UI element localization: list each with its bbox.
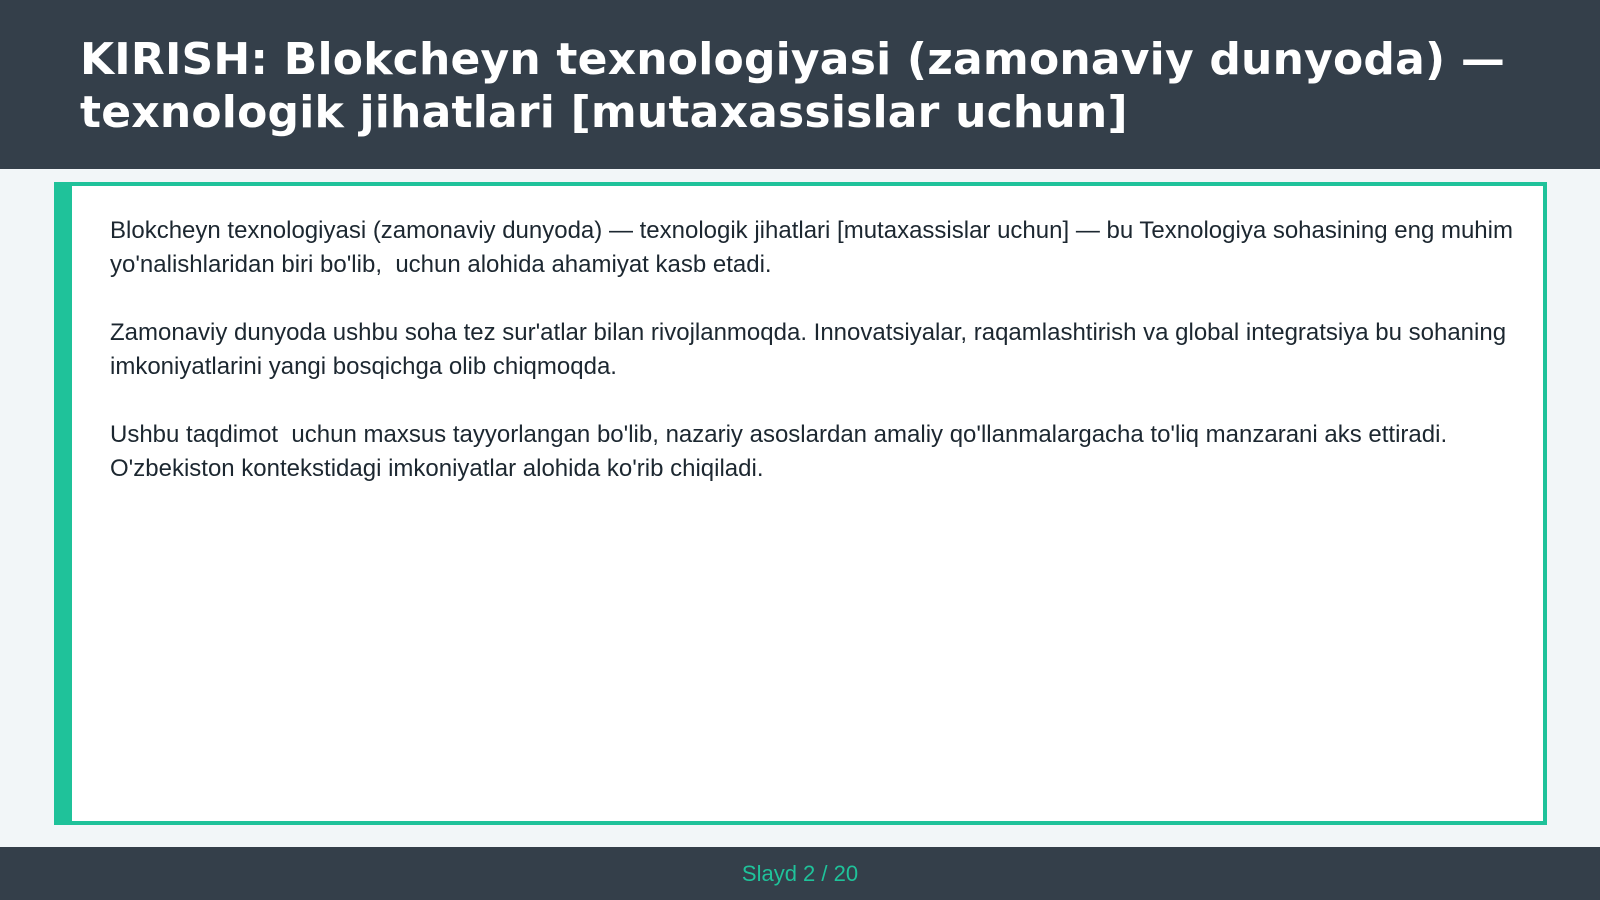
slide-header [0, 0, 1600, 169]
slide-counter: Slayd 2 / 20 [741, 861, 859, 886]
slide-title: KIRISH: Blokcheyn texnologiyasi (zamonaviy dunyoda) — texnologik jihatlari [mutaxassislar uchun] [80, 34, 1506, 138]
paragraph-presentation-scope: Ushbu taqdimot uchun maxsus tayyorlangan bo'lib, nazariy asoslardan amaliy qo'llanmalargacha to'liq manzarani aks ettiradi. O'zbekiston kontekstidagi imkoniyatlar alohida ko'rib chiqiladi. [110, 421, 1454, 482]
content-body [110, 214, 1520, 520]
paragraph-modern-world: Zamonaviy dunyoda ushbu soha tez sur'atlar bilan rivojlanmoqda. Innovatsiyalar, raqamlashtirish va global integratsiya bu sohaning imkoniyatlarini yangi bosqichga olib chiqmoqda. [110, 319, 1513, 380]
content-card [54, 182, 1547, 825]
paragraph-intro: Blokcheyn texnologiyasi (zamonaviy dunyoda) — texnologik jihatlari [mutaxassislar uchun] — bu Texnologiya sohasining eng muhim yo'nalishlaridan biri bo'lib, uchun alohida ahamiyat kasb etadi. [110, 217, 1520, 278]
slide-footer [0, 847, 1600, 900]
